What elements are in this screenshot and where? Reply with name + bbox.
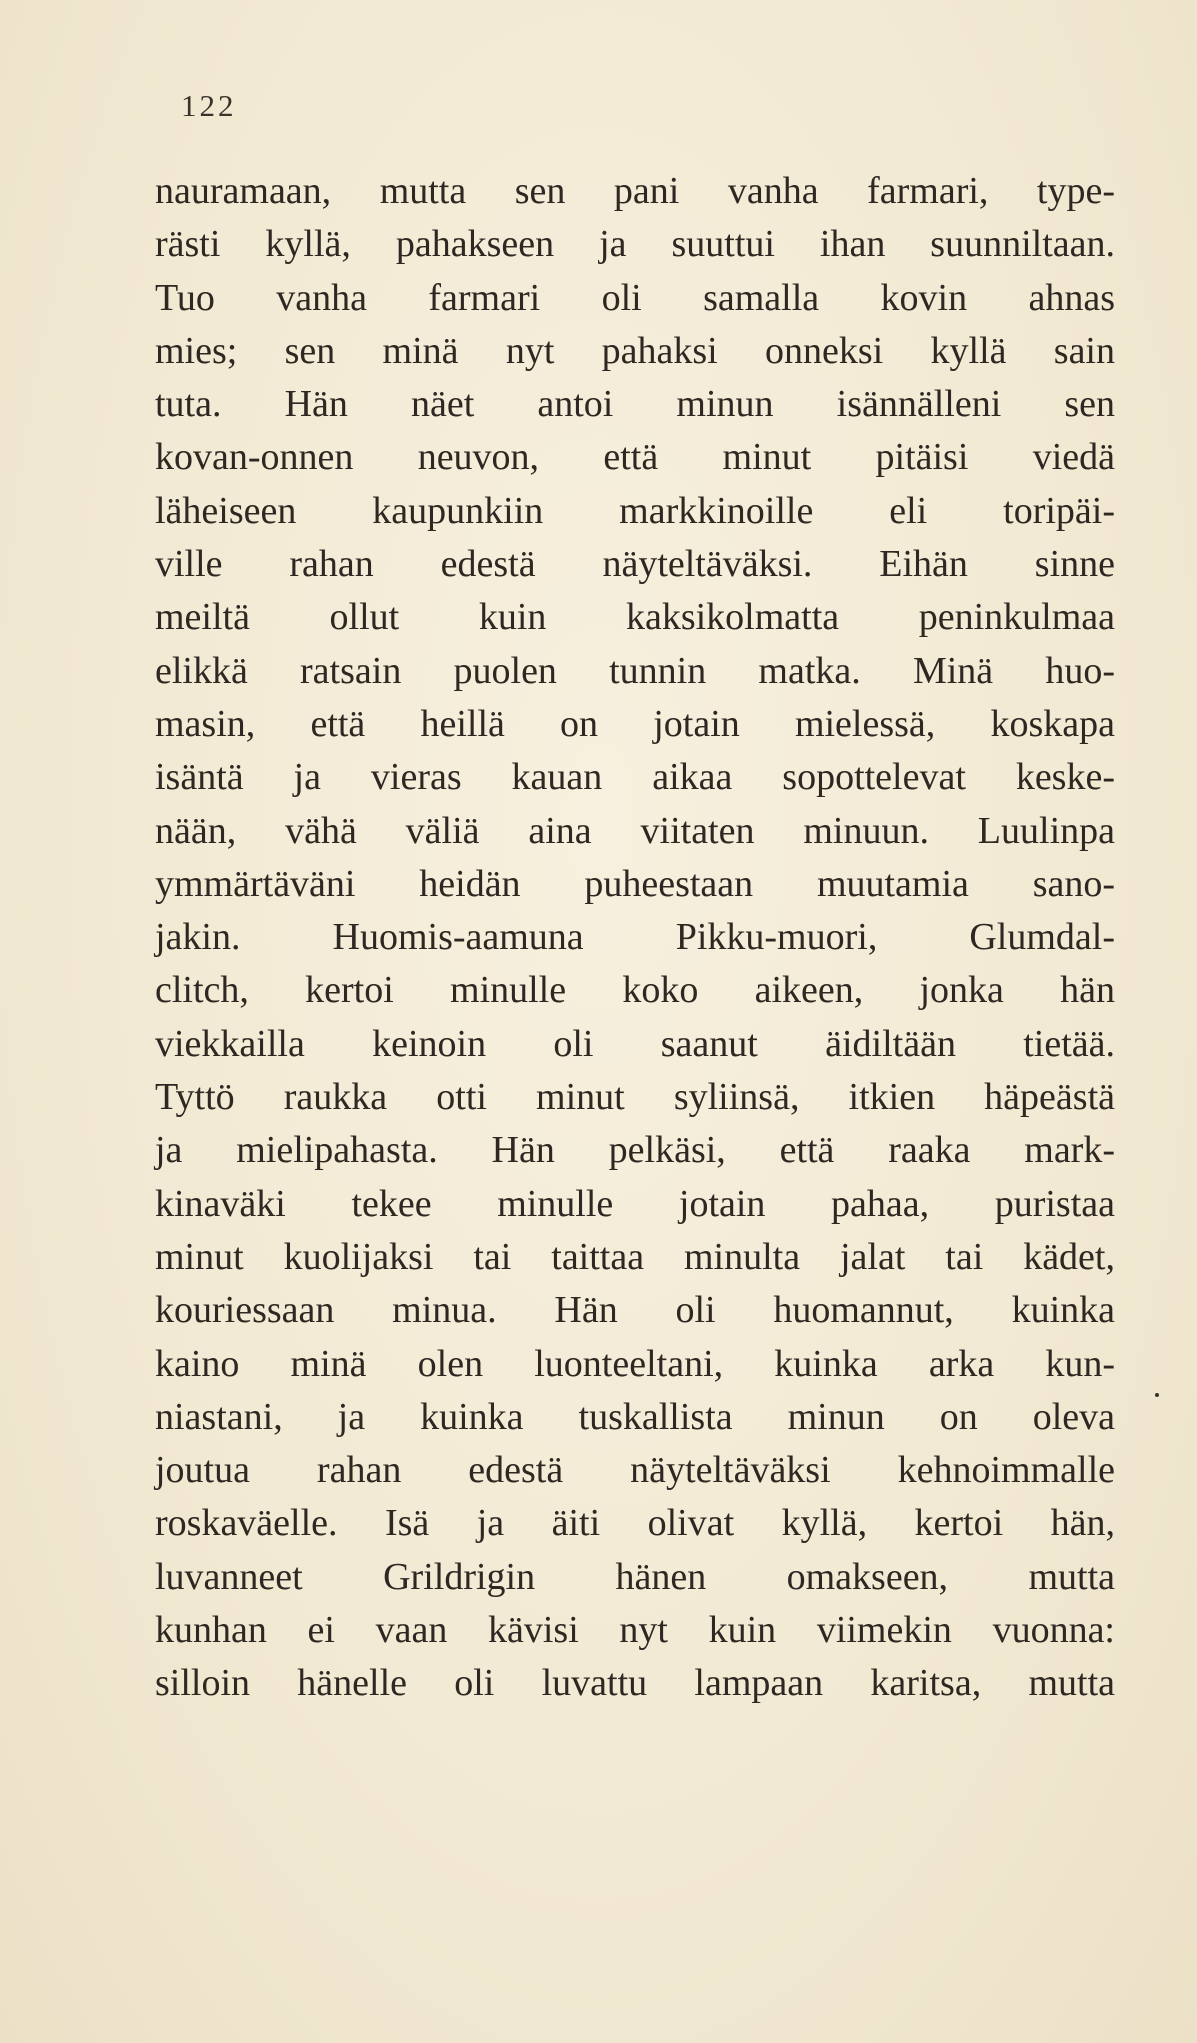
- text-line: joutua rahan edestä näyteltäväksi kehnoimmalle: [155, 1449, 1115, 1492]
- text-line: silloin hänelle oli luvattu lampaan karitsa, mutta: [155, 1662, 1115, 1705]
- text-line: kouriessaan minua. Hän oli huomannut, kuinka: [155, 1289, 1115, 1332]
- text-line: clitch, kertoi minulle koko aikeen, jonka hän: [155, 969, 1115, 1012]
- text-line: kaino minä olen luonteeltani, kuinka arka kun-: [155, 1342, 1115, 1385]
- text-line: mies; sen minä nyt pahaksi onneksi kyllä sain: [155, 329, 1115, 372]
- text-line: ville rahan edestä näyteltäväksi. Eihän sinne: [155, 543, 1115, 586]
- text-line: rästi kyllä, pahakseen ja suuttui ihan suunniltaan.: [155, 223, 1115, 266]
- ink-speck: [1155, 1393, 1159, 1397]
- page-number: 122: [181, 88, 237, 123]
- text-line: nauramaan, mutta sen pani vanha farmari, type-: [155, 170, 1115, 212]
- text-line: roskaväelle. Isä ja äiti olivat kyllä, kertoi hän,: [155, 1502, 1115, 1545]
- text-line: kinaväki tekee minulle jotain pahaa, puristaa: [155, 1182, 1115, 1225]
- text-line: kovan-onnen neuvon, että minut pitäisi viedä: [155, 436, 1115, 479]
- text-line: viekkailla keinoin oli saanut äidiltään tietää.: [155, 1022, 1115, 1065]
- text-line: luvanneet Grildrigin hänen omakseen, mutta: [155, 1555, 1115, 1598]
- text-line: ymmärtäväni heidän puheestaan muutamia sano-: [155, 862, 1115, 905]
- text-line: tuta. Hän näet antoi minun isännälleni sen: [155, 383, 1115, 426]
- text-line: nään, vähä väliä aina viitaten minuun. Luulinpa: [155, 809, 1115, 852]
- text-line: läheiseen kaupunkiin markkinoille eli toripäi-: [155, 489, 1115, 532]
- text-line: meiltä ollut kuin kaksikolmatta peninkulmaa: [155, 596, 1115, 639]
- text-line: kunhan ei vaan kävisi nyt kuin viimekin vuonna:: [155, 1609, 1115, 1652]
- text-line: ja mielipahasta. Hän pelkäsi, että raaka mark-: [155, 1129, 1115, 1172]
- text-line: isäntä ja vieras kauan aikaa sopottelevat keske-: [155, 756, 1115, 799]
- text-line: niastani, ja kuinka tuskallista minun on oleva: [155, 1395, 1115, 1438]
- text-line: Tyttö raukka otti minut syliinsä, itkien häpeästä: [155, 1076, 1115, 1119]
- body-text: [155, 165, 1115, 1711]
- text-line: elikkä ratsain puolen tunnin matka. Minä huo-: [155, 649, 1115, 692]
- text-line: Tuo vanha farmari oli samalla kovin ahnas: [155, 276, 1115, 319]
- text-line: jakin. Huomis-aamuna Pikku-muori, Glumdal-: [155, 916, 1115, 959]
- text-line: minut kuolijaksi tai taittaa minulta jalat tai kädet,: [155, 1235, 1115, 1278]
- text-line: masin, että heillä on jotain mielessä, koskapa: [155, 702, 1115, 745]
